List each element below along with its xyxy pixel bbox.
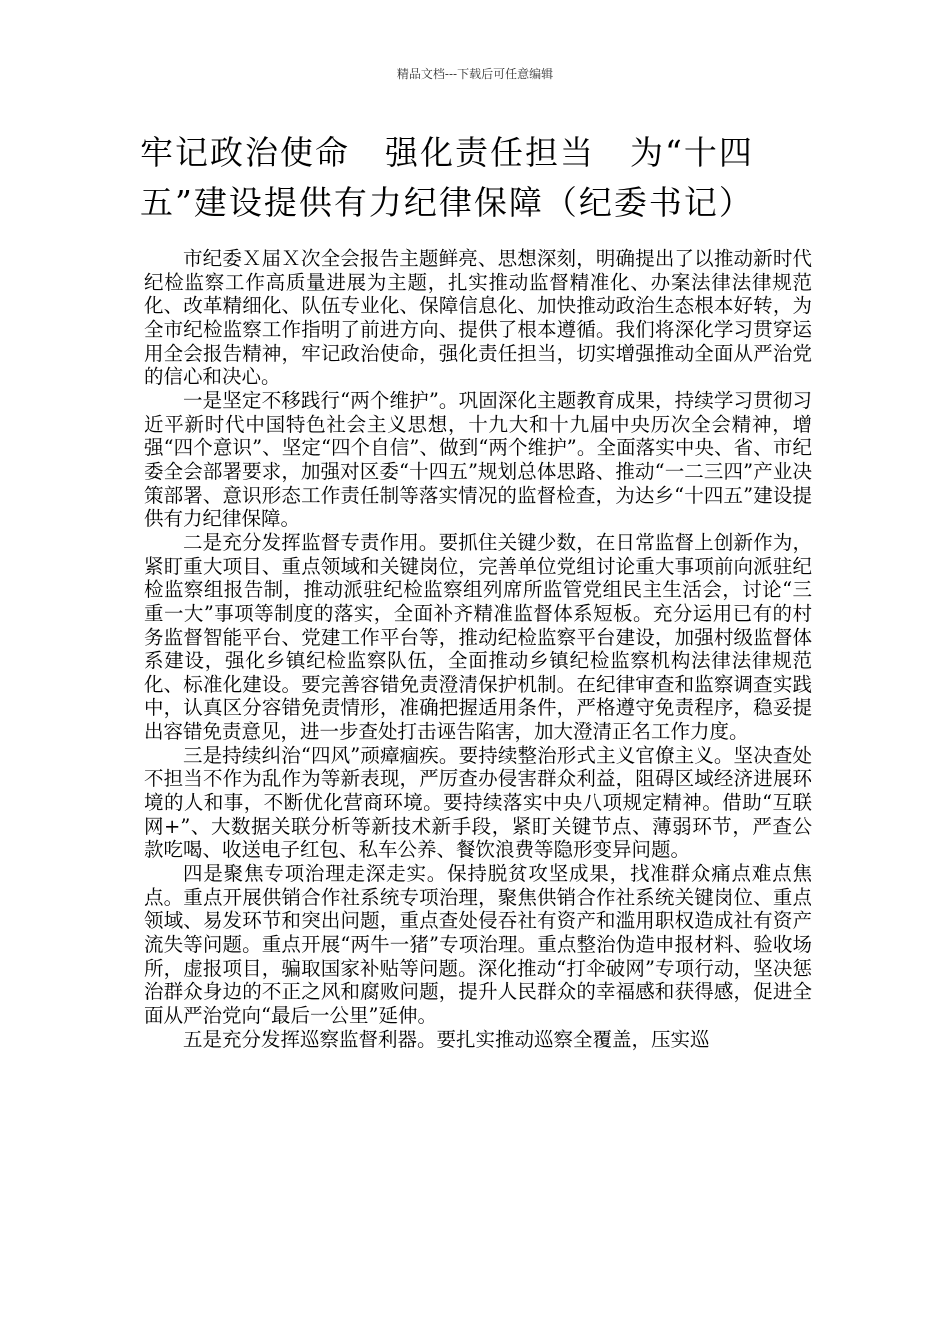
paragraph-point-5: 五是充分发挥巡察监督利器。要扎实推动巡察全覆盖，压实巡 [183,1027,710,1051]
paragraph-intro: 市纪委Ｘ届Ｘ次全会报告主题鲜亮、思想深刻，明确提出了以推动新时代纪检监察工作高质量进展为主题，扎实推动监督精准化、办案法律法律规范化、改革精细化、队伍专业化、保障信息化、加快推动政治生态根本好转，为全市纪检监察工作指明了前进方向、提供了根本遵循。我们将深化学习贯穿运用全会报告精神，牢记政治使命，强化责任担当，切实增强推动全面从严治党的信心和决心。 [144,247,812,389]
paragraph-point-2: 二是充分发挥监督专责作用。要抓住关键少数，在日常监督上创新作为，紧盯重大项目、重点领域和关键岗位，完善单位党组讨论重大事项前向派驻纪检监察组报告制，推动派驻纪检监察组列席所监管党组民主生活会，讨论“三重一大”事项等制度的落实，全面补齐精准监督体系短板。充分运用已有的村务监督智能平台、党建工作平台等，推动纪检监察平台建设，加强村级监督体系建设，强化乡镇纪检监察队伍，全面推动乡镇纪检监察机构法律法律规范化、标准化建设。要完善容错免责澄清保护机制。在纪律审查和监察调查实践中，认真区分容错免责情形，准确把握适用条件，严格遵守免责程序，稳妥提出容错免责意见，进一步查处打击诬告陷害，加大澄清正名工作力度。 [144,530,812,744]
paragraph-point-4: 四是聚焦专项治理走深走实。保持脱贫攻坚成果，找准群众痛点难点焦点。重点开展供销合作社系统专项治理，聚焦供销合作社系统关键岗位、重点领域、易发环节和突出问题，重点查处侵吞社有资产和滥用职权造成社有资产流失等问题。重点开展“两牛一猪”专项治理。重点整治伪造申报材料、验收场所，虚报项目，骗取国家补贴等问题。深化推动“打伞破网”专项行动，坚决惩治群众身边的不正之风和腐败问题，提升人民群众的幸福感和获得感，促进全面从严治党向“最后一公里”延伸。 [144,862,812,1027]
paragraph-point-1: 一是坚定不移践行“两个维护”。巩固深化主题教育成果，持续学习贯彻习近平新时代中国特色社会主义思想，十九大和十九届中央历次全会精神，增强“四个意识”、坚定“四个自信”、做到“两个维护”。全面落实中央、省、市纪委全会部署要求，加强对区委“十四五”规划总体思路、推动“一二三四”产业决策部署、意识形态工作责任制等落实情况的监督检查，为达乡“十四五”建设提供有力纪律保障。 [144,388,812,531]
title-line-2: 五”建设提供有力纪律保障（纪委书记） [140,183,754,222]
document-body [144,247,812,1051]
paragraph-point-3: 三是持续纠治“四风”顽瘴痼疾。要持续整治形式主义官僚主义。坚决查处不担当不作为乱作为等新表现，严厉查办侵害群众利益，阻碍区域经济进展环境的人和事，不断优化营商环境。要持续落实中央八项规定精神。借助“互联网+”、大数据关联分析等新技术新手段，紧盯关键节点、薄弱环节，严查公款吃喝、收送电子红包、私车公养、餐饮浪费等隐形变异问题。 [144,743,812,862]
title-line-1: 牢记政治使命 强化责任担当 为“十四 [140,133,754,172]
document-title [140,128,830,228]
header-note: 精品文档---下载后可任意编辑 [396,67,554,81]
